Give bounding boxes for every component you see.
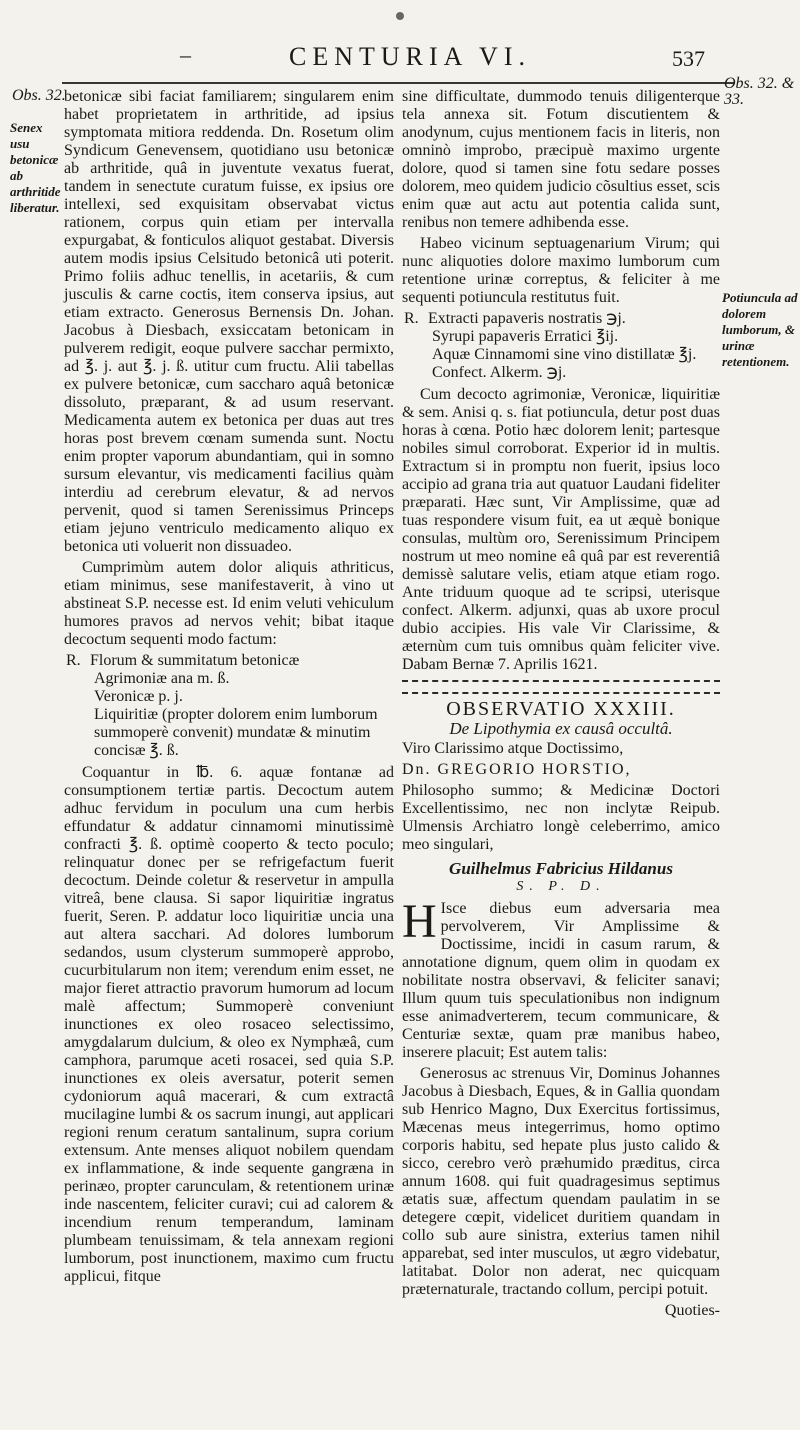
paragraph-text: Isce diebus eum adversaria mea pervolverem, Vir Amplissime & Doctissime, incidi in casum rarum, & annotatione dignum, quem olim in quodam ex nobilitate nostra observavi, & feliciter sanavi; Illum quum tuis speculationibus non indignum esse animadverterem, tecum communicare, & Centuriæ sextæ, quam præ manibus habeo, inserere placuit; Est autem talis: (402, 900, 720, 1061)
dedication-name: Dn. GREGORIO HORSTIO, (402, 761, 632, 778)
observation-subtitle: De Lipothymia ex causâ occultâ. (449, 719, 673, 738)
paragraph: Cum decocto agrimoniæ, Veronicæ, liquiritiæ & sem. Anisi q. s. fiat potiuncula, detur post duas horas à cœna. Potio hæc dolorem lenit; partesque nobiles simul corroborat. Experior id in multis. Extractum si in promptu non fuerit, ipsius loco accipio ad grana tria aut quatuor Laudani fideliter præparati. Hæc sunt, Vir Amplissime, quæ ad tuas respondere visum fuit, ea ut æquè bonique consulas, multùm oro, Serenissimum Principem nostrum ut meo nomine eâ quâ par est reverentiâ demissè salutare velis, etiam atque etiam rogo. Ante triduum quoque ad te scripsi, uterisque confect. Alkerm. adjunxi, quas ab uxore procul dubio accipies. His vale Vir Clarissime, & æternùm cum tuis omnibus quàm feliciter vive. Dabam Bernæ 7. Aprilis 1621. (402, 386, 720, 673)
recipe-mark: R. (404, 310, 419, 327)
recipe-text: Agrimoniæ ana m. ß. (94, 670, 230, 687)
paragraph (402, 895, 720, 1062)
page-hole (396, 12, 404, 20)
margin-note-left: Senex usu betonicæ ab arthritide liberatur. (10, 120, 61, 215)
recipe-text: Veronicæ p. j. (94, 688, 183, 705)
left-column (64, 88, 394, 1289)
paragraph: sine difficultate, dummodo tenuis diligenterque tela annexa sit. Fotum discutientem & anodynum, cujus mentionem facis in literis, non omninò improbo, præcipuè maximo urgente dolore, quod si tamen sine fotu sedare posses dolorem, meo quidem judicio cõsultius esset, scis enim quæ aut actu aut potentia calida sunt, renibus non temere adhibenda esse. (402, 88, 720, 231)
running-head-dash: – (180, 42, 197, 67)
header-rule (62, 82, 734, 84)
margin-obs-left: Obs. 32. (12, 87, 66, 104)
running-head (180, 42, 640, 76)
margin-obs-right: Obs. 32. & 33. (724, 75, 795, 108)
recipe-line (432, 328, 720, 346)
recipe-text: Syrupi papaveris Erratici ℥ij. (432, 328, 619, 345)
running-title: CENTURIA VI. (289, 42, 531, 71)
recipe-mark: R. (66, 652, 81, 669)
recipe-line (432, 364, 720, 382)
recipe-line (94, 670, 394, 688)
recipe-line (94, 706, 394, 760)
paragraph: Coquantur in ℔. 6. aquæ fontanæ ad consumptionem tertiæ partis. Decoctum autem adhuc fervidum in poculum una cum herbis effundatur & addatur cinnamomi minutissimè confracti ℥. ß. optimè cooperto & tecto poculo; relinquatur donec per se refrigefactum fuerit decoctum. Deinde coletur & reservetur in ampulla vitreâ, bene clausa. Si sapor liquiritiæ ingratus fuerit, Seren. P. addatur loco liquiritiæ uncia una aut altera sacchari. Ad dolores lumborum sedandos, usum clysterum summoperè approbo, cucurbitularum non item; verendum enim esset, ne major fieret attractio pravorum humorum ad locum malè affectum; Summoperè conveniunt inunctiones ex oleo rosaceo selectissimo, amygdalarum dulcium, & oleo ex Nymphæâ, cum camphora, parumque aceti rosacei, sed quia S.P. inunctiones ex oleis aversatur, poterit semen cydoniorum aquâ macerari, & cum extractâ mucilagine lumbi & os sacrum inungi, aut applicari regioni renum ceratum santalinum, supra corium extensum. Ante menses aliquot nobilem quendam ex inflammatione, & inde sequente gangræna in perinæo, propter carunculam, & retentionem urinæ inde nascentem, feliciter curavi; cui ad calorem & incendium renum temperandum, laminam plumbeam tenuissimam, & tela annexam regioni lumborum, post inunctionem, maximo cum fructu applicui, fitque (64, 764, 394, 1285)
recipe-text: Aquæ Cinnamomi sine vino distillatæ ℥j. (432, 346, 697, 363)
paragraph: Habeo vicinum septuagenarium Virum; qui nunc aliquoties dolore maximo lumborum cum retentione urinæ correptus, & feliciter à me sequenti potiuncula restitutus fuit. (402, 235, 720, 306)
page-number: 537 (672, 46, 705, 71)
dedication-text: Philosopho summo; & Medicinæ Doctori Excellentissimo, nec non inclytæ Reipub. Ulmensis Archiatro longè celeberrimo, amico meo singulari, (402, 782, 720, 853)
recipe-text: Confect. Alkerm. ℈j. (432, 364, 567, 381)
recipe-line (94, 688, 394, 706)
recipe-line (432, 346, 720, 364)
salutation: S. P. D. (516, 879, 606, 894)
recipe-line (66, 652, 394, 670)
paragraph: Cumprimùm autem dolor aliquis athriticus, etiam minimus, sese manifestaverit, à vino ut abstineat S.P. necesse est. Id enim veluti vehiculum humores pravos ad nervos vehit; bibat itaque decoctum sequenti modo factum: (64, 559, 394, 648)
catchword: Quoties- (664, 1302, 720, 1319)
letter-author: Guilhelmus Fabricius Hildanus (449, 859, 673, 878)
recipe-list (402, 310, 720, 382)
recipe-text: Florum & summitatum betonicæ (90, 652, 300, 669)
recipe-list (64, 652, 394, 760)
recipe-line (404, 310, 720, 328)
recipe-text: Liquiritiæ (propter dolorem enim lumborum summoperè convenit) mundatæ & minutim concisæ ℥. ß. (94, 706, 378, 759)
section-divider (402, 680, 720, 694)
recipe-text: Extracti papaveris nostratis ℈j. (428, 310, 626, 327)
observation-title: OBSERVATIO XXXIII. (446, 698, 676, 720)
dedication-line: Viro Clarissimo atque Doctissimo, (402, 740, 624, 757)
right-column (402, 88, 720, 1320)
paragraph: Generosus ac strenuus Vir, Dominus Johannes Jacobus à Diesbach, Eques, & in Gallia quondam sub Henrico Magno, Dux Exercitus fortissimus, Mæcenas meus integerrimus, homo optimo corporis habitu, sed hepate plus justo calido & sicco, cerebro verò præhumido præditus, circa annum 1608. qui fuit quadragesimus septimus ætatis suæ, affectum quendam paulatim in se detegere cœpit, videlicet duritiem quandam in collo sub aure sinistra, exterius tamen nihil apparebat, sed inter musculos, ut ægro videbatur, latitabat. Dolor non aderat, nec quicquam præternaturale, tractando collum, percipi potuit. (402, 1065, 720, 1298)
paragraph: betonicæ sibi faciat familiarem; singularem enim habet proprietatem in arthritide, ad ipsius symptomata mitiora reddenda. Dn. Rosetum olim Syndicum Genevensem, quotidiano usu betonicæ ab arthritide, quâ in juventute vexatus fuerat, tandem in senectute curatum fuisse, ex ipsius ore intellexi, sed exquisitam observabat victus rationem, corpus quin etiam per intervalla expurgabat, & fonticulos aliquot gestabat. Diversis autem modis ipsius Celsitudo betonicâ uti poterit. Primo foliis adhuc tenellis, in acetariis, & cum jusculis & carne coctis, item conserva ipsius, aut etiam extracto. Generosus Bernensis Dn. Johan. Jacobus à Diesbach, exsiccatam betonicam in pulverem redigit, eoque pulvere sacchar permixto, ad ℥. j. aut ℥. j. ß. utitur cum fructu. Alii tabellas ex pulvere betonicæ, cum saccharo aquâ betonicæ dissoluto, præparant, & ad usum reservant. Medicamenta autem ex betonica per duas aut tres horas post brevem cœnam sumenda sunt. Noctu enim propter vaporum abundantiam, qui in somno sursum elevantur, vis medicamenti facilius quàm interdiu ad cerebrum elevatur, & ad nervos pervenit, quod si tamen Serenissimus Princeps etiam jejuno ventriculo medicamento aliquo ex betonica uti voluerit non dissuadeo. (64, 88, 394, 555)
drop-cap: H (402, 895, 437, 948)
margin-note-right: Potiuncula ad dolorem lumborum, & urinæ retentionem. (722, 290, 798, 369)
